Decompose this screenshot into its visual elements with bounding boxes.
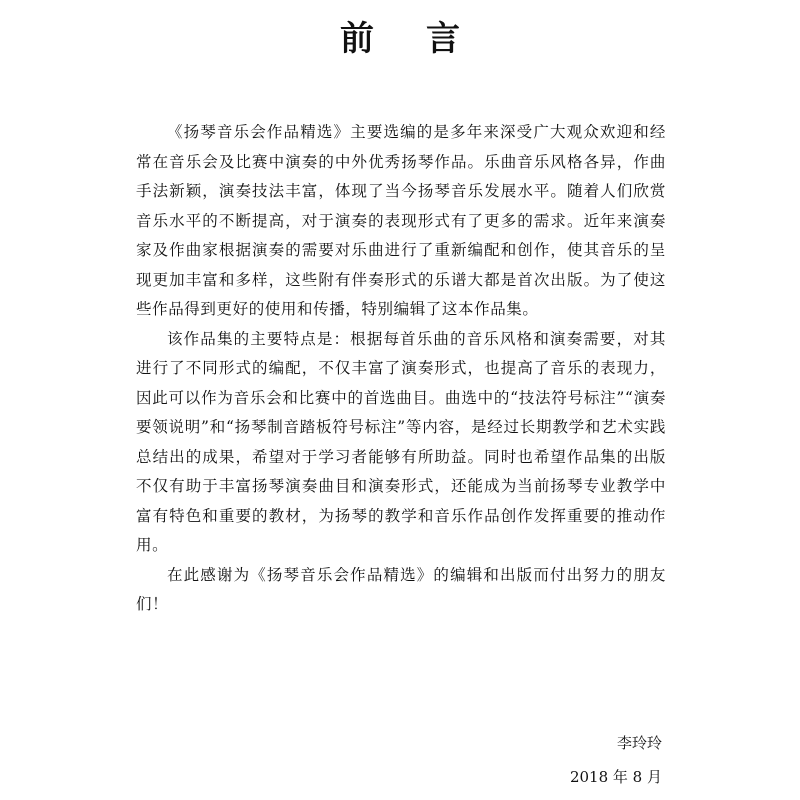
preface-body (136, 118, 666, 620)
signature-date: 2018 年 8 月 (569, 768, 662, 786)
paragraph-2: 该作品集的主要特点是：根据每首乐曲的音乐风格和演奏需要，对其进行了不同形式的编配，不仅丰富了演奏形式，也提高了音乐的表现力，因此可以作为音乐会和比赛中的首选曲目。曲选中的“技法符号标注”“演奏要领说明”和“扬琴制音踏板符号标注”等内容，是经过长期教学和艺术实践总结出的成果，希望对于学习者能够有所助益。同时也希望作品集的出版不仅有助于丰富扬琴演奏曲目和演奏形式，还能成为当前扬琴专业教学中富有特色和重要的教材，为扬琴的教学和音乐作品创作发挥重要的推动作用。 (136, 329, 666, 554)
paragraph-3: 在此感谢为《扬琴音乐会作品精选》的编辑和出版而付出努力的朋友们！ (136, 565, 666, 613)
page-title: 前言 (340, 19, 512, 59)
author-signature: 李玲玲 (616, 734, 662, 752)
paragraph-1: 《扬琴音乐会作品精选》主要选编的是多年来深受广大观众欢迎和经常在音乐会及比赛中演奏的中外优秀扬琴作品。乐曲音乐风格各异，作曲手法新颖，演奏技法丰富，体现了当今扬琴音乐发展水平。随着人们欣赏音乐水平的不断提高，对于演奏的表现形式有了更多的需求。近年来演奏家及作曲家根据演奏的需要对乐曲进行了重新编配和创作，使其音乐的呈现更加丰富和多样，这些附有伴奏形式的乐谱大都是首次出版。为了使这些作品得到更好的使用和传播，特别编辑了这本作品集。 (136, 123, 666, 318)
